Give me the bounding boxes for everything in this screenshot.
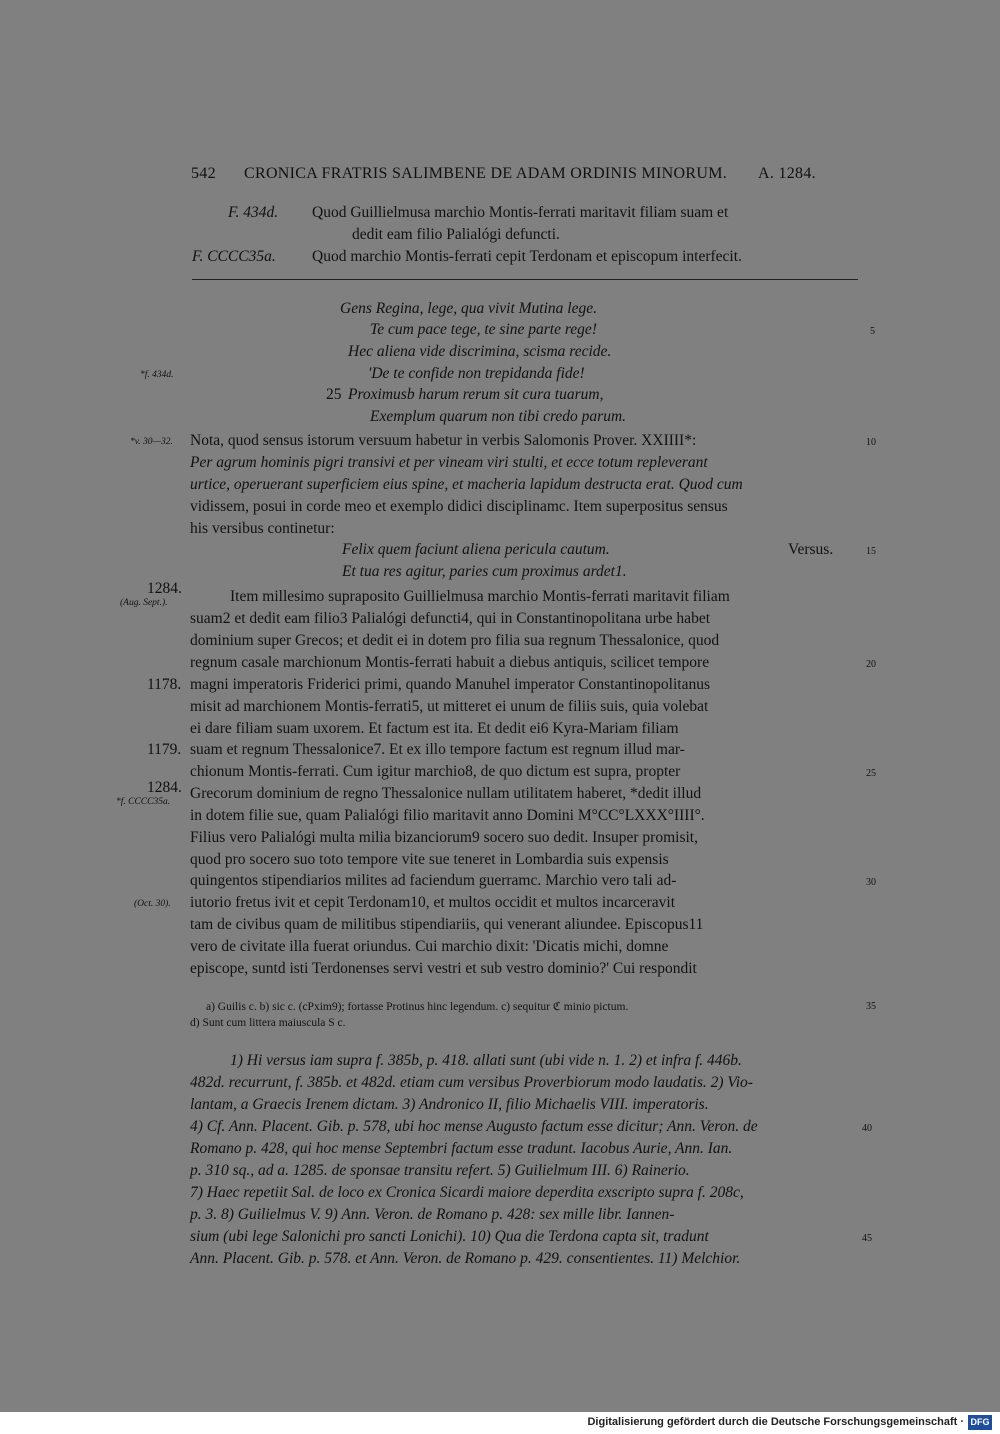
- funding-text: Digitalisierung gefördert durch die Deutsche Forschungsgemeinschaft ·: [587, 1416, 964, 1428]
- text-line: iutorio fretus ivit et cepit Terdonam10, et multos occidit et multos incarceravit: [190, 894, 676, 911]
- footnote-line: 4) Cf. Ann. Placent. Gib. p. 578, ubi hoc mense Augusto factum esse dicitur; Ann. Veron. de: [190, 1118, 758, 1135]
- footnote-line: 1) Hi versus iam supra f. 385b, p. 418. allati sunt (ubi vide n. 1. 2) et infra f. 446b.: [230, 1052, 742, 1069]
- rubric-1-line-2: dedit eam filio Palialógi defuncti.: [352, 226, 560, 243]
- line-number: 25: [866, 768, 876, 779]
- text-line: dominium super Grecos; et dedit ei in dotem pro filia sua regnum Thessalonice, quod: [190, 632, 720, 649]
- text-line: Item millesimo supraposito Guillielmusa marchio Montis-ferrati maritavit filiam: [230, 588, 730, 605]
- text-line: urtice, operuerant superficiem eius spine, et macheria lapidum destructa erat. Quod cum: [190, 476, 743, 493]
- text-line: Nota, quod sensus istorum versuum habetur in verbis Salomonis Prover. XXIIII*:: [190, 432, 697, 449]
- text-line: tam de civibus quam de militibus stipendiariis, qui venerant aliundee. Episcopus11: [190, 916, 704, 933]
- text-line: suam et regnum Thessalonice7. Et ex illo tempore factum est regnum illud mar-: [190, 741, 685, 758]
- verse-line: 'De te confide non trepidanda fide!: [368, 365, 585, 382]
- footnote-line: sium (ubi lege Salonichi pro sancti Lonichi). 10) Qua die Terdona capta sit, tradunt: [190, 1228, 709, 1245]
- line-number: 35: [866, 1001, 876, 1012]
- verse-line: Te cum pace tege, te sine parte rege!: [370, 321, 597, 338]
- text-line: Felix quem faciunt aliena pericula cautum.: [342, 541, 610, 558]
- line-number: 20: [866, 659, 876, 670]
- text-line: Grecorum dominium de regno Thessalonice nullam utilitatem haberet, *dedit illud: [190, 785, 702, 802]
- page-number: 542: [191, 165, 216, 182]
- text-line: vidissem, posui in corde meo et exemplo didici disciplinamc. Item superpositus sensus: [190, 498, 728, 515]
- text-line: chionum Montis-ferrati. Cum igitur marchio8, de quo dictum est supra, propter: [190, 763, 681, 780]
- line-number: 5: [870, 326, 875, 337]
- dfg-logo-icon: DFG: [968, 1415, 992, 1430]
- line-number: 15: [866, 546, 876, 557]
- apparatus-line: d) Sunt cum littera maiuscula S c.: [190, 1017, 346, 1029]
- header-year: A. 1284.: [758, 165, 816, 182]
- text-line: quod pro socero suo toto tempore vite sue teneret in Lombardia suis expensis: [190, 851, 669, 868]
- verse-line: Exemplum quarum non tibi credo parum.: [370, 408, 627, 425]
- margin-year: 1179.: [147, 741, 182, 758]
- footnote-line: p. 310 sq., ad a. 1285. de sponsae transitu refert. 5) Guilielmum III. 6) Rainerio.: [190, 1162, 690, 1179]
- rubric-2-line-1: Quod marchio Montis-ferrati cepit Terdonam et episcopum interfecit.: [312, 248, 742, 265]
- rubric-1-line-1: Quod Guillielmusa marchio Montis-ferrati maritavit filiam suam et: [312, 204, 729, 221]
- margin-note: *f. 434d.: [140, 370, 174, 380]
- footnote-line: 7) Haec repetiit Sal. de loco ex Cronica Sicardi maiore deperdita exscripto supra f. 208c,: [190, 1184, 744, 1201]
- separator-rule: [192, 279, 858, 280]
- text-line: Per agrum hominis pigri transivi et per vineam viri stulti, et ecce totum repleverant: [190, 454, 708, 471]
- margin-note: (Aug. Sept.).: [120, 598, 168, 608]
- footnote-line: 482d. recurrunt, f. 385b. et 482d. etiam cum versibus Proverbiorum modo laudatis. 2) Vio-: [190, 1074, 753, 1091]
- line-number: 25: [326, 386, 342, 403]
- margin-year: 1284.: [147, 580, 182, 597]
- line-number: 10: [866, 437, 876, 448]
- verse-line: Gens Regina, lege, qua vivit Mutina lege.: [340, 300, 597, 317]
- text-line: quingentos stipendiarios milites ad faciendum guerramc. Marchio vero tali ad-: [190, 872, 677, 889]
- footnote-line: p. 3. 8) Guilielmus V. 9) Ann. Veron. de Romano p. 428: sex mille libr. Iannen-: [190, 1206, 675, 1223]
- rubric-ref-2: F. CCCC35a.: [192, 248, 276, 265]
- verse-line: Hec aliena vide discrimina, scisma recide.: [348, 343, 612, 360]
- text-line: ei dare filiam suam uxorem. Et factum est ita. Et dedit ei6 Kyra-Mariam filiam: [190, 720, 679, 737]
- margin-note: (Oct. 30).: [134, 899, 171, 909]
- rubric-ref-1: F. 434d.: [228, 204, 279, 221]
- text-line: suam2 et dedit eam filio3 Palialógi defuncti4, qui in Constantinopolitana urbe habet: [190, 610, 710, 627]
- text-line: his versibus continetur:: [190, 520, 335, 537]
- line-number: 40: [862, 1123, 872, 1134]
- funding-banner: [0, 1412, 1000, 1434]
- verse-line: Proximusb harum rerum sit cura tuarum,: [348, 386, 604, 403]
- text-line: vero de civitate illa fuerat oriundus. Cui marchio dixit: 'Dicatis michi, domne: [190, 938, 669, 955]
- text-line: in dotem filie sue, quam Palialógi filio maritavit anno Domini M°CC°LXXX°IIII°.: [190, 807, 705, 824]
- text-line: Filius vero Palialógi multa milia bizanciorum9 socero suo dedit. Insuper promisit,: [190, 829, 698, 846]
- margin-note: *v. 30—32.: [130, 437, 173, 447]
- margin-year: 1284.: [147, 779, 182, 796]
- running-title: CRONICA FRATRIS SALIMBENE DE ADAM ORDINIS MINORUM.: [244, 165, 728, 182]
- line-number: 30: [866, 877, 876, 888]
- footnote-line: Ann. Placent. Gib. p. 578. et Ann. Veron. de Romano p. 429. consentientes. 11) Melchior.: [190, 1250, 741, 1267]
- text-line: misit ad marchionem Montis-ferrati5, ut mitteret ei unum de filiis suis, quia volebat: [190, 698, 709, 715]
- apparatus-line: a) Guilis c. b) sic c. (cPxim9); fortasse Protinus hinc legendum. c) sequitur ℭ minio pictum.: [206, 1001, 629, 1013]
- footnote-line: lantam, a Graecis Irenem dictam. 3) Andronico II, filio Michaelis VIII. imperatoris.: [190, 1096, 709, 1113]
- footnote-line: Romano p. 428, qui hoc mense Septembri factum esse tradunt. Iacobus Aurie, Ann. Ian.: [190, 1140, 733, 1157]
- text-line: episcope, suntd isti Terdonenses servi vestri et sub vestro dominio?' Cui respondit: [190, 960, 697, 977]
- text-line: Et tua res agitur, paries cum proximus ardet1.: [342, 563, 627, 580]
- margin-note: *f. CCCC35a.: [116, 797, 171, 807]
- text-line: magni imperatoris Friderici primi, quando Manuhel imperator Constantinopolitanus: [190, 676, 711, 693]
- margin-year: 1178.: [147, 676, 182, 693]
- versus-label: Versus.: [788, 541, 834, 558]
- text-line: regnum casale marchionum Montis-ferrati habuit a diebus antiquis, scilicet tempore: [190, 654, 710, 671]
- line-number: 45: [862, 1233, 872, 1244]
